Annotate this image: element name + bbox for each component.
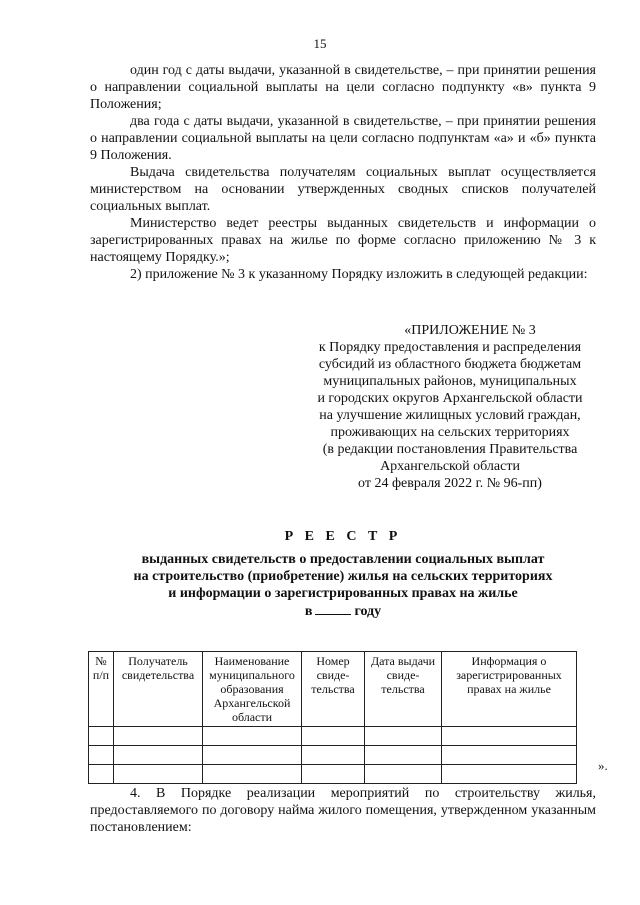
col-certificate-number: Номер свиде-тельства [302, 652, 365, 727]
table-row [89, 765, 577, 784]
appendix-line: от 24 февраля 2022 г. № 96-пп) [358, 476, 542, 491]
appendix-line: (в редакции постановления Правительства [322, 442, 578, 457]
year-blank [315, 602, 351, 615]
table-header-row [89, 652, 577, 727]
paragraph-section-four: 4. В Порядке реализации мероприятий по строительству жилья, предоставляемого по договору найма жилого помещения, утвержденном указанным постановлением: [90, 786, 596, 835]
registry-title: Р Е Е С Т Р [284, 529, 402, 544]
appendix-line: к Порядку предоставления и распределения [318, 340, 582, 355]
registry-subtitle-line: и информации о зарегистрированных правах на жилье [168, 586, 518, 601]
appendix-header [300, 322, 600, 492]
appendix-line: проживающих на сельских территориях [330, 425, 570, 440]
appendix-line: субсидий из областного бюджета бюджетам [318, 357, 582, 372]
registry-subtitle-line: на строительство (приобретение) жилья на сельских территориях [133, 569, 553, 584]
paragraph-ministry-registry: Министерство ведет реестры выданных свидетельств и информации о зарегистрированных правах на жилье по форме согласно приложению № 3 к настоящему Порядку.»; [90, 216, 596, 265]
table-row [89, 746, 577, 765]
paragraph-two-years: два года с даты выдачи, указанной в свидетельстве, – при принятии решения о направлении социальной выплаты на цели согласно подпунктам «а» и «б» пункта 9 Положения. [90, 114, 596, 163]
appendix-line: и городских округов Архангельской области [317, 391, 583, 406]
col-issue-date: Дата выдачи свиде-тельства [365, 652, 442, 727]
appendix-line: на улучшение жилищных условий граждан, [319, 408, 581, 423]
appendix-line: муниципальных районов, муниципальных [323, 374, 577, 389]
col-number: № п/п [89, 652, 114, 727]
year-prefix: в [304, 604, 313, 619]
registry-subtitle-line: выданных свидетельств о предоставлении социальных выплат [141, 552, 545, 567]
paragraph-one-year: один год с даты выдачи, указанной в свидетельстве, – при принятии решения о направлении социальной выплаты на цели согласно подпункту «в» пункта 9 Положения; [90, 63, 596, 112]
col-registered-rights: Информация о зарегистрированных правах на жилье [442, 652, 577, 727]
closing-quote: ». [598, 758, 608, 773]
appendix-title: «ПРИЛОЖЕНИЕ № 3 [404, 323, 536, 338]
paragraph-appendix-amendment: 2) приложение № 3 к указанному Порядку изложить в следующей редакции: [130, 267, 588, 282]
col-recipient: Получатель свидетельства [114, 652, 203, 727]
table-row [89, 727, 577, 746]
appendix-line: Архангельской области [380, 459, 520, 474]
page-number: 15 [313, 36, 327, 51]
registry-heading [90, 528, 596, 620]
paragraph-certificate-issue: Выдача свидетельства получателям социальных выплат осуществляется министерством на основании утвержденных сводных списков получателей социальных выплат. [90, 165, 596, 214]
col-municipality: Наименование муниципального образования Архангельской области [203, 652, 302, 727]
registry-year-line [90, 602, 596, 620]
year-suffix: году [354, 604, 382, 619]
registry-table [88, 651, 577, 784]
